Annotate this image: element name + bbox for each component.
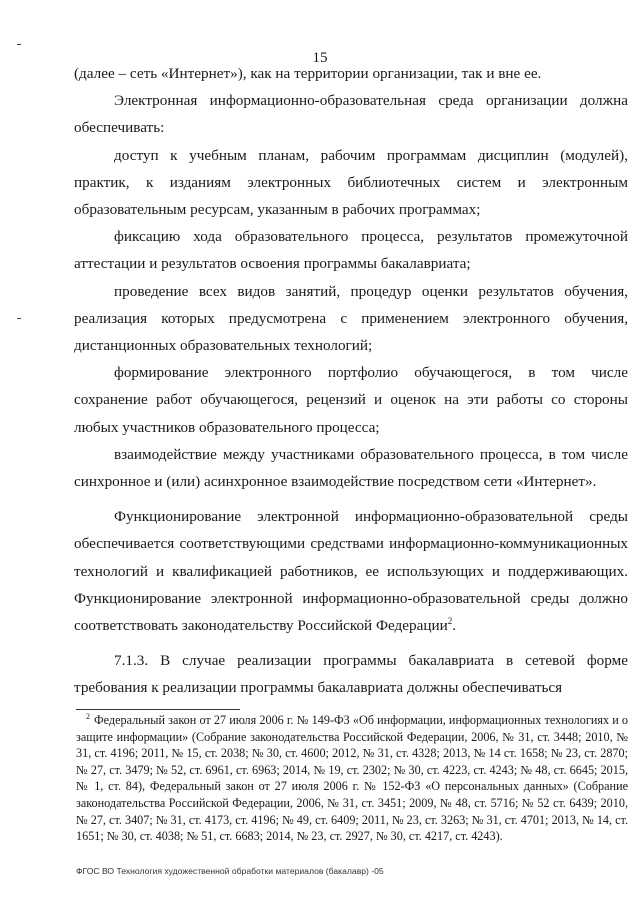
- paragraph: взаимодействие между участниками образовательного процесса, в том числе синхронное и (или) асинхронное взаимодействие посредством сети «Интернет».: [74, 445, 628, 491]
- body-text: [74, 60, 628, 702]
- paragraph: формирование электронного портфолио обучающегося, в том числе сохранение работ обучающегося, рецензий и оценок на эти работы со стороны любых участников образовательного процесса;: [74, 364, 628, 436]
- binding-mark: [17, 318, 21, 319]
- paragraph-text: Функционирование электронной информационно-образовательной среды обеспечивается соответствующими средствами информационно-коммуникационных технологий и квалификацией работников, ее использующих и поддерживающих. Функционирование электронной информационно-образовательной среды должно соответствовать законодательству Российской Федерации: [74, 508, 628, 635]
- paragraph: проведение всех видов занятий, процедур оценки результатов обучения, реализация которых предусмотрена с применением электронного обучения, дистанционных образовательных технологий;: [74, 282, 628, 355]
- paragraph: доступ к учебным планам, рабочим программам дисциплин (модулей), практик, к изданиям электронных библиотечных систем и электронным образовательным ресурсам, указанным в рабочих программах;: [74, 146, 628, 219]
- paragraph: (далее – сеть «Интернет»), как на территории организации, так и вне ее.: [74, 65, 542, 82]
- paragraph: Электронная информационно-образовательная среда организации должна обеспечивать:: [74, 92, 628, 137]
- footnote-separator: [76, 709, 240, 710]
- paragraph: 7.1.3. В случае реализации программы бакалавриата в сетевой форме требования к реализации программы бакалавриата должны обеспечиваться: [74, 652, 628, 697]
- binding-mark: [17, 44, 21, 45]
- footnote-marker: 2: [86, 711, 90, 721]
- paragraph: фиксацию хода образовательного процесса, результатов промежуточной аттестации и результатов освоения программы бакалавриата;: [74, 228, 628, 273]
- footnote: [76, 712, 628, 845]
- paragraph: Функционирование электронной информационно-образовательной среды обеспечивается соответствующими средствами информационно-коммуникационных технологий и квалификацией работников, ее использующих и поддерживающих. Функционирование электронной информационно-образовательной среды должно соответствовать законодательству Российской Федерации$^2$.: [74, 508, 628, 635]
- page-footer: ФГОС ВО Технология художественной обработки материалов (бакалавр) -05: [76, 866, 384, 876]
- footnote-reference: 2: [447, 616, 453, 626]
- page-number: 15: [312, 50, 328, 66]
- footnote-text: Федеральный закон от 27 июля 2006 г. № 149-ФЗ «Об информации, информационных технологиях и о защите информации» (Собрание законодательства Российской Федерации, 2006, № 31, ст. 3448; 2010, № 31, ст. 4196; 2011, № 15, ст. 2038; № 30, ст. 4600; 2012, № 31, ст. 4328; 2013, № 14 ст. 1658; № 23, ст. 2870; № 27, ст. 3479; № 52, ст. 6961, ст. 6963; 2014, № 19, ст. 2302; № 30, ст. 4223, ст. 4243; № 48, ст. 6645; 2015, № 1, ст. 84), Федеральный закон от 27 июля 2006 г. № 152-ФЗ «О персональных данных» (Собрание законодательства Российской Федерации, 2006, № 31, ст. 3451; 2009, № 48, ст. 5716; № 52 ст. 6439; 2010, № 27, ст. 3407; № 31, ст. 4173, ст. 4196; № 49, ст. 6409; 2011, № 23, ст. 3263; № 31, ст. 4701; 2013, № 14, ст. 1651; № 30, ст. 4038; № 51, ст. 6683; 2014, № 23, ст. 2927, № 30, ст. 4217, ст. 4243).: [76, 713, 628, 844]
